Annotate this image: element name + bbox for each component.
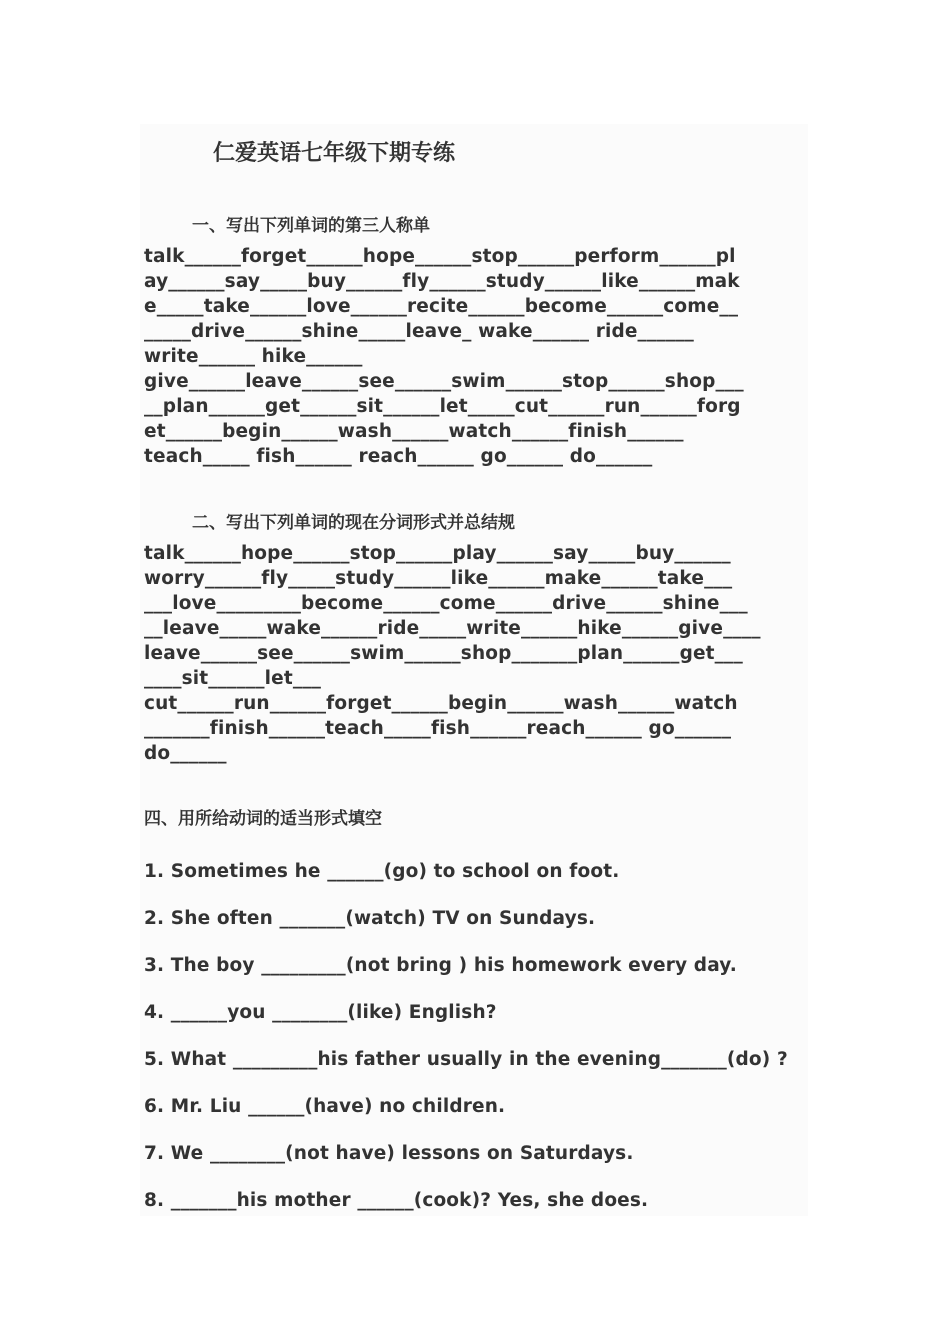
word-line: give______leave______see______swim______stop______shop___ — [144, 371, 744, 392]
word-line: et______begin______wash______watch______finish______ — [144, 421, 684, 442]
word-line: e_____take______love______recite______become______come__ — [144, 296, 739, 317]
page-title: 仁爱英语七年级下期专练 — [213, 141, 456, 166]
word-line: teach_____ fish______ reach______ go______ do______ — [144, 446, 653, 467]
word-line: talk______forget______hope______stop______perform______pl — [144, 246, 736, 267]
section-1-heading: 一、写出下列单词的第三人称单 — [192, 216, 430, 236]
word-line: ____sit______let___ — [144, 668, 322, 689]
word-line: do______ — [144, 743, 227, 764]
word-line: ___love_________become______come______drive______shine___ — [144, 593, 748, 614]
word-line: write______ hike______ — [144, 346, 363, 367]
word-line: talk______hope______stop______play______say_____buy______ — [144, 543, 731, 564]
exercise-item: 6. Mr. Liu ______(have) no children. — [144, 1096, 506, 1117]
exercise-item: 1. Sometimes he ______(go) to school on foot. — [144, 861, 620, 882]
word-line: _____drive______shine_____leave_ wake______ ride______ — [144, 321, 694, 342]
word-line: __leave_____wake______ride_____write______hike______give____ — [144, 618, 761, 639]
word-line: ay______say_____buy______fly______study______like______mak — [144, 271, 740, 292]
exercise-item: 5. What _________his father usually in the evening_______(do) ? — [144, 1049, 788, 1070]
exercise-item: 3. The boy _________(not bring ) his homework every day. — [144, 955, 737, 976]
exercise-item: 4. ______you ________(like) English? — [144, 1002, 497, 1023]
exercise-item: 8. _______his mother ______(cook)? Yes, she does. — [144, 1190, 649, 1211]
word-line: cut______run______forget______begin______wash______watch — [144, 693, 738, 714]
word-line: __plan______get______sit______let_____cut______run______forg — [144, 396, 741, 417]
word-line: leave______see______swim______shop_______plan______get___ — [144, 643, 743, 664]
section-4-heading: 四、用所给动词的适当形式填空 — [144, 809, 382, 829]
section-2-heading: 二、写出下列单词的现在分词形式并总结规 — [192, 513, 515, 533]
exercise-item: 2. She often _______(watch) TV on Sundays. — [144, 908, 596, 929]
word-line: _______finish______teach_____fish______reach______ go______ — [144, 718, 732, 739]
exercise-item: 7. We ________(not have) lessons on Saturdays. — [144, 1143, 634, 1164]
word-line: worry______fly_____study______like______make______take___ — [144, 568, 733, 589]
